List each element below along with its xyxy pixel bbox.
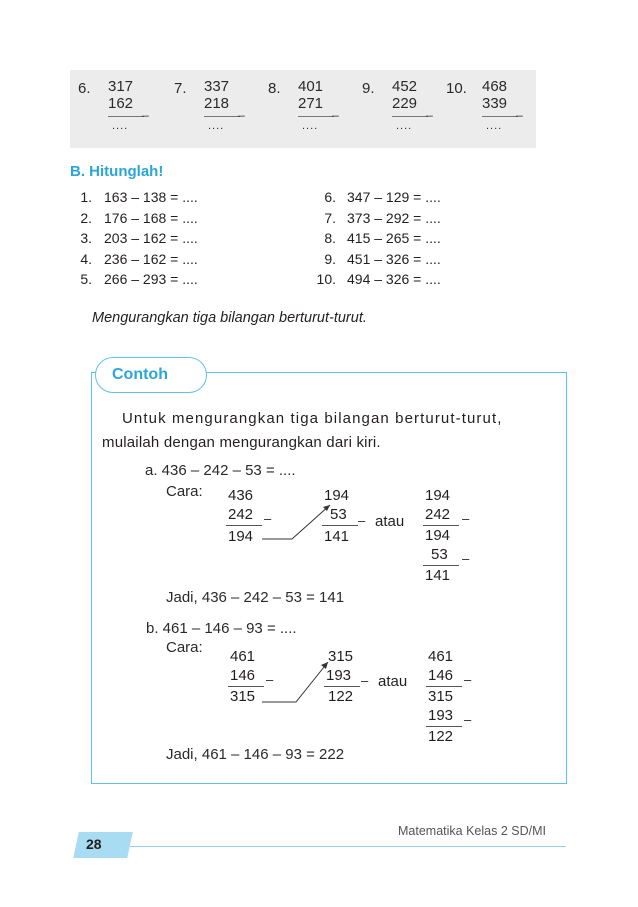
minuend: 401 bbox=[298, 78, 324, 95]
example-a-question: a. 436 – 242 – 53 = .... bbox=[145, 462, 296, 479]
answer-blank: .... bbox=[112, 120, 129, 132]
a-step1-bottom: 242 bbox=[228, 506, 254, 523]
item-number: 9. bbox=[324, 250, 336, 267]
b-step2-top: 315 bbox=[328, 648, 354, 665]
a-step1-result: 194 bbox=[228, 528, 254, 545]
a-alt-3: 194 bbox=[425, 527, 451, 544]
subtrahend: 218 bbox=[204, 95, 230, 112]
b-step1-top: 461 bbox=[230, 648, 256, 665]
b-step1-bottom: 146 bbox=[230, 667, 256, 684]
example-b-cara: Cara: bbox=[166, 639, 203, 656]
minuend: 337 bbox=[204, 78, 230, 95]
a-step2-top: 194 bbox=[324, 487, 350, 504]
item-expression: 163 – 138 = .... bbox=[104, 189, 198, 205]
item-expression: 203 – 162 = .... bbox=[104, 230, 198, 246]
item-number: 4. bbox=[80, 250, 92, 267]
answer-blank: .... bbox=[208, 120, 225, 132]
item-number: 10. bbox=[316, 271, 336, 287]
minuend: 452 bbox=[392, 78, 418, 95]
minuend: 317 bbox=[108, 78, 134, 95]
minus-sign: _ bbox=[238, 103, 245, 117]
problem-number: 6. bbox=[78, 80, 91, 97]
a-step2-bottom: 53 bbox=[330, 506, 347, 523]
atau-label: atau bbox=[378, 673, 408, 690]
minus-sign: – bbox=[462, 551, 470, 566]
b-step1-result: 315 bbox=[230, 688, 256, 705]
item-number: 7. bbox=[324, 209, 336, 226]
item-number: 8. bbox=[324, 230, 336, 246]
minus-sign: – bbox=[462, 511, 470, 526]
minus-sign: _ bbox=[332, 103, 339, 117]
item-expression: 347 – 129 = .... bbox=[347, 189, 441, 205]
b-alt-1: 461 bbox=[428, 648, 454, 665]
b-alt-line-2 bbox=[426, 726, 462, 727]
item-expression: 236 – 162 = .... bbox=[104, 250, 198, 267]
book-title: Matematika Kelas 2 SD/MI bbox=[398, 824, 546, 838]
example-a-cara: Cara: bbox=[166, 483, 203, 500]
subtrahend: 162 bbox=[108, 95, 134, 112]
item-number: 2. bbox=[80, 209, 92, 226]
a-alt-5: 141 bbox=[425, 567, 451, 584]
answer-blank: .... bbox=[396, 120, 413, 132]
minuend: 468 bbox=[482, 78, 508, 95]
item-number: 5. bbox=[80, 271, 92, 287]
page-number: 28 bbox=[86, 836, 102, 852]
b-alt-4: 193 bbox=[428, 707, 454, 724]
item-expression: 373 – 292 = .... bbox=[347, 209, 441, 226]
minus-sign: _ bbox=[516, 103, 523, 117]
b-step2-line bbox=[324, 686, 360, 687]
subtrahend: 339 bbox=[482, 95, 508, 112]
item-expression: 266 – 293 = .... bbox=[104, 271, 198, 287]
problem-number: 9. bbox=[362, 80, 375, 97]
subtrahend: 271 bbox=[298, 95, 324, 112]
answer-blank: .... bbox=[302, 120, 319, 132]
a-alt-1: 194 bbox=[425, 487, 451, 504]
b-step2-result: 122 bbox=[328, 688, 354, 705]
problem-number: 7. bbox=[174, 80, 187, 97]
item-expression: 494 – 326 = .... bbox=[347, 271, 441, 287]
item-expression: 176 – 168 = .... bbox=[104, 209, 198, 226]
a-alt-4: 53 bbox=[431, 546, 448, 563]
paragraph-line-2: mulailah dengan mengurangkan dari kiri. bbox=[102, 434, 381, 451]
contoh-tab: Contoh bbox=[95, 357, 207, 393]
minus-sign: – bbox=[464, 672, 472, 687]
example-b-question: b. 461 – 146 – 93 = .... bbox=[146, 620, 297, 637]
problem-number: 10. bbox=[446, 80, 467, 97]
a-step2-result: 141 bbox=[324, 528, 350, 545]
example-a-conclusion: Jadi, 436 – 242 – 53 = 141 bbox=[166, 589, 345, 606]
a-step1-top: 436 bbox=[228, 487, 254, 504]
minus-sign: – bbox=[361, 673, 369, 688]
b-alt-2: 146 bbox=[428, 667, 454, 684]
example-b-conclusion: Jadi, 461 – 146 – 93 = 222 bbox=[166, 746, 345, 763]
b-alt-line-1 bbox=[426, 686, 462, 687]
atau-label: atau bbox=[375, 513, 405, 530]
minus-sign: – bbox=[358, 513, 366, 528]
item-expression: 451 – 326 = .... bbox=[347, 250, 441, 267]
minus-sign: – bbox=[464, 712, 472, 727]
paragraph-line-1: Untuk mengurangkan tiga bilangan berturut-turut, bbox=[122, 410, 503, 427]
item-number: 1. bbox=[80, 189, 92, 205]
b-alt-3: 315 bbox=[428, 688, 454, 705]
b-step2-bottom: 193 bbox=[326, 667, 352, 684]
problem-number: 8. bbox=[268, 80, 281, 97]
page-number-badge bbox=[73, 832, 133, 858]
b-step1-line bbox=[228, 686, 264, 687]
minus-sign: – bbox=[264, 511, 272, 526]
topic-note: Mengurangkan tiga bilangan berturut-turut. bbox=[92, 310, 367, 326]
item-number: 3. bbox=[80, 230, 92, 246]
item-number: 6. bbox=[324, 189, 336, 205]
b-alt-5: 122 bbox=[428, 728, 454, 745]
item-expression: 415 – 265 = .... bbox=[347, 230, 441, 246]
footer-divider bbox=[130, 846, 566, 847]
minus-sign: – bbox=[266, 672, 274, 687]
minus-sign: _ bbox=[426, 103, 433, 117]
section-b-title: B. Hitunglah! bbox=[70, 163, 164, 180]
a-alt-2: 242 bbox=[425, 506, 451, 523]
subtrahend: 229 bbox=[392, 95, 418, 112]
answer-blank: .... bbox=[486, 120, 503, 132]
minus-sign: _ bbox=[142, 103, 149, 117]
